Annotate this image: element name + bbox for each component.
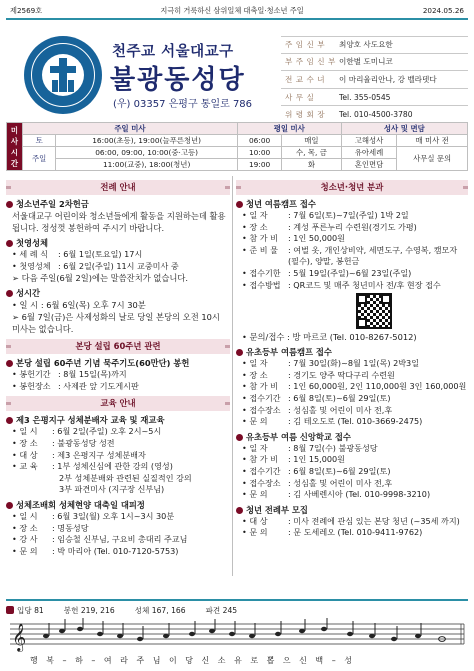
- bullet-icon: [6, 290, 13, 297]
- parish-address: (우) 03357 은평구 통일로 786: [113, 99, 253, 110]
- logo-cross-icon: [24, 36, 102, 114]
- sunday-times: 16:00(초등), 19:00(늘푸른청년): [56, 135, 238, 147]
- staff-value: 최양호 사도요한: [339, 40, 393, 50]
- liturgical-theme: 지극히 거룩하신 삼위일체 대축일·청소년 주일: [160, 5, 304, 15]
- bullet-icon: [6, 417, 13, 424]
- detail-row: [236, 478, 468, 490]
- detail-key: • 장 소: [12, 437, 38, 448]
- sacrament-name: 유아세례: [341, 147, 397, 159]
- detail-row: [6, 473, 230, 485]
- detail-value: : 6월 8일(토)~6월 29일(토): [288, 392, 391, 403]
- detail-value: : 7월 30일(화)~8월 1일(목) 2박3일: [288, 358, 420, 369]
- table-row: [7, 135, 468, 147]
- detail-key: • 접수장소: [242, 404, 281, 415]
- detail-key: • 접수방법: [242, 279, 281, 290]
- hymn-communion: 성체 167, 166: [134, 605, 186, 615]
- footer-divider: [6, 599, 468, 601]
- detail-row: [6, 523, 230, 535]
- right-column: [236, 176, 468, 576]
- detail-value: : 명동성당: [52, 522, 89, 533]
- detail-key: • 첫영성체: [12, 260, 51, 271]
- detail-value: : 불광동성당 성전: [52, 437, 115, 448]
- detail-key: • 장 소: [242, 221, 268, 232]
- detail-key: • 일 자: [242, 442, 268, 453]
- detail-key: • 참 가 비: [242, 454, 278, 465]
- notice-adoration-retreat: [6, 499, 230, 511]
- detail-row: [236, 516, 468, 528]
- sunday-mass-header: 주일 미사: [23, 123, 238, 135]
- bullet-icon: [6, 240, 13, 247]
- hymn-lyrics: 행 복 – 하 – 여 라 주 님 이 당 신 소 유 로 뽑 으 신 백 – 성: [30, 656, 355, 665]
- notice-title: 청소년주일 2차헌금: [16, 199, 89, 209]
- detail-value: : 김 테오도로 (Tel. 010-3669-2475): [288, 416, 423, 427]
- detail-value: : 8월 15일(목)까지: [58, 369, 127, 380]
- detail-row: [6, 461, 230, 473]
- parish-logo: [24, 36, 102, 114]
- detail-row: [6, 534, 230, 546]
- detail-row: [236, 233, 468, 245]
- notice-rosary: [6, 357, 230, 369]
- notice-youth-camp: [236, 198, 468, 210]
- issue-date: 2024.05.26: [422, 6, 464, 15]
- notice-title: 유초등부 여름 신앙학교 접수: [246, 431, 351, 442]
- notice-title: 제3 은평지구 성체분배자 교육 및 재교육: [16, 415, 165, 426]
- detail-row: [236, 527, 468, 539]
- section-header-youth: 청소년·청년 분과: [236, 180, 468, 195]
- detail-key: • 접수기간: [242, 392, 281, 403]
- section-header-education: 교육 안내: [6, 396, 230, 411]
- staff-row: [281, 36, 468, 54]
- detail-value: : QR코드 및 매주 청년미사 전/후 현장 접수: [288, 279, 441, 290]
- sacrament-name: 혼인면담: [341, 159, 397, 171]
- detail-value: : 6월 3일(월) 오후 1시~3시 30분: [52, 510, 175, 521]
- staff-value: 이 마리율리안나, 강 벨라뎃다: [339, 74, 437, 84]
- notice-youth-offering: [6, 198, 230, 210]
- detail-row: [6, 249, 230, 261]
- bullet-icon: [236, 349, 243, 356]
- staff-directory: [281, 36, 468, 124]
- staff-value: 이한별 도미니코: [339, 57, 393, 67]
- detail-row: [6, 426, 230, 438]
- staff-value: Tel. 010-4500-3780: [339, 110, 413, 120]
- mass-schedule-table: [6, 122, 468, 171]
- detail-key: • 장 소: [242, 369, 268, 380]
- registration-qr-code[interactable]: [356, 293, 392, 329]
- detail-key: • 일 시: [12, 510, 38, 521]
- detail-value: : 임승철 신부님, 구요비 총대리 주교님: [52, 534, 188, 545]
- detail-key: • 일 시: [12, 426, 38, 437]
- staff-row: [281, 71, 468, 89]
- detail-row: [236, 454, 468, 466]
- notice-title: 성시간: [16, 288, 41, 299]
- detail-row: [6, 546, 230, 558]
- detail-value: : 문 도세레오 (Tel. 010-9411-9762): [288, 527, 423, 538]
- detail-key: • 강 사: [12, 534, 38, 545]
- music-staff: [6, 616, 468, 654]
- detail-row: [6, 261, 230, 273]
- detail-key: • 접수장소: [242, 477, 281, 488]
- column-divider: [232, 176, 233, 576]
- detail-row: [6, 369, 230, 381]
- detail-row: [6, 438, 230, 450]
- detail-row: [236, 466, 468, 478]
- detail-value: : 5월 19일(주일)~6월 23일(주일): [288, 267, 412, 278]
- sunday-times: 06:00, 09:00, 10:00(중·고등): [56, 147, 238, 159]
- detail-value: : 6월 8일(토)~6월 29일(토): [288, 465, 391, 476]
- staff-role: 전 교 수 녀: [285, 74, 326, 84]
- detail-row: [236, 210, 468, 222]
- staff-value: Tel. 355-0545: [339, 92, 391, 102]
- issue-strip: [6, 4, 468, 17]
- weekday-time: 10:00: [237, 147, 281, 159]
- issue-number: 제2569호: [10, 5, 43, 15]
- detail-key: • 문 의: [242, 527, 268, 538]
- notice-text: 서울대교구 어린이와 청소년들에게 활동을 지원하는데 활용됩니다. 정성껏 봉헌하여 주시기 바랍니다.: [12, 211, 226, 233]
- detail-value: : 미사 전례에 관심 있는 본당 청년 (~35세 까지): [288, 515, 460, 526]
- detail-row: [236, 405, 468, 417]
- sacrament-header: 성사 및 면담: [341, 123, 467, 135]
- detail-key: • 접수기한: [242, 267, 281, 278]
- notice-title: 유초등부 여름캠프 접수: [246, 347, 332, 358]
- detail-value: : 성심홀 및 어린이 미사 전,후: [288, 477, 393, 488]
- staff-row: [281, 54, 468, 72]
- detail-row: [236, 381, 468, 393]
- table-header-row: [7, 123, 468, 135]
- detail-row: [236, 489, 468, 501]
- notice-detail: • 일 시 : 6월 6일(목) 오후 7시 30분: [12, 300, 146, 311]
- detail-row: [236, 280, 468, 292]
- detail-key: [6, 473, 52, 485]
- mass-day: 토: [23, 135, 56, 147]
- staff-role: 부 주 임 신 부: [285, 57, 336, 67]
- notice-title: 청년 전례부 모집: [246, 504, 308, 515]
- staff-role: 주 임 신 부: [285, 40, 326, 50]
- detail-key: • 대 상: [242, 515, 268, 526]
- mass-side-label: 미사시간: [7, 123, 23, 171]
- detail-row: [236, 443, 468, 455]
- detail-value: : 사제관 앞 기도게시판: [58, 380, 139, 391]
- detail-key: • 준 비 물: [242, 244, 278, 255]
- sacrament-note: 사무실 문의: [397, 147, 468, 171]
- sacrament-name: 고해성사: [341, 135, 397, 147]
- detail-value: : 제3 은평지구 성체분배자: [52, 449, 146, 460]
- detail-row: [236, 358, 468, 370]
- bullet-icon: [6, 201, 13, 208]
- parish-name: 불광동성당: [110, 65, 246, 95]
- bullet-icon: [6, 360, 13, 367]
- detail-row: [236, 245, 468, 268]
- notice-faith-school: [236, 431, 468, 443]
- weekday-days: 화: [282, 159, 341, 171]
- notice-note: ➢ 다음 주일(6월 2일)에는 말씀잔치가 없습니다.: [12, 273, 189, 284]
- detail-key: • 봉헌장소: [12, 380, 51, 391]
- detail-key: • 교 육: [12, 461, 38, 472]
- detail-row: [236, 222, 468, 234]
- notice-note: ➢ 6월 7일(금)은 사제성화의 날로 당일 본당의 오전 10시 미사는 없습니다.: [12, 312, 220, 335]
- table-row: [7, 147, 468, 159]
- detail-value: : 6월 2일(주일) 오후 2시~5시: [52, 426, 162, 437]
- section-header-anniversary: 본당 설립 60주년 관련: [6, 339, 230, 354]
- notice-children-camp: [236, 346, 468, 358]
- detail-value: : 6월 2일(주일) 11시 교중미사 중: [58, 260, 179, 271]
- archdiocese-title: 천주교 서울대교구: [112, 44, 234, 60]
- notice-title: 본당 설립 60주년 기념 묵주기도(60만단) 봉헌: [16, 358, 190, 369]
- detail-row: [236, 393, 468, 405]
- detail-value: : 박 마리아 (Tel. 010-7120-5753): [52, 545, 179, 556]
- detail-key: • 문 의: [12, 545, 38, 556]
- detail-value: : 계성 푸른누리 수련원(경기도 가평): [288, 221, 417, 232]
- notice-first-communion: [6, 237, 230, 249]
- staff-row: [281, 89, 468, 107]
- detail-row: [6, 450, 230, 462]
- detail-row: [236, 268, 468, 280]
- contact-line: • 문의/접수 : 방 마르코 (Tel. 010-8267-5012): [242, 332, 417, 343]
- bullet-icon: [236, 434, 243, 441]
- bullet-icon: [6, 502, 13, 509]
- detail-key: • 참 가 비: [242, 381, 278, 392]
- mass-day: 주일: [23, 147, 56, 171]
- detail-value: : 6월 1일(토요일) 17시: [58, 249, 143, 259]
- detail-key: • 일 자: [242, 210, 268, 220]
- hymn-dismissal: 파견 245: [205, 605, 238, 615]
- bullet-icon: [236, 201, 243, 208]
- hymn-entrance: 입당 81: [17, 605, 44, 615]
- detail-value: 3부 파견미사 (지구장 신부님): [59, 484, 165, 495]
- detail-key: • 장 소: [12, 522, 38, 533]
- notice-holy-hour: [6, 287, 230, 299]
- detail-value: : 경기도 양주 딱다구리 수련원: [288, 369, 395, 380]
- staff-role: 위 령 회 장: [285, 110, 326, 120]
- detail-row: [6, 484, 230, 496]
- notice-liturgy-recruit: [236, 504, 468, 516]
- detail-key: • 일 자: [242, 358, 268, 369]
- detail-key: • 문 의: [242, 416, 268, 427]
- detail-value: : 1부 성체신심에 관한 강의 (영성): [52, 461, 173, 472]
- hymn-offertory: 봉헌 219, 216: [63, 605, 115, 615]
- sacrament-note: 매 미사 전: [397, 135, 468, 147]
- detail-key: • 세 례 식: [12, 249, 48, 259]
- notice-title: 청년 여름캠프 접수: [246, 199, 316, 209]
- detail-key: • 봉헌기간: [12, 369, 51, 380]
- section-header-liturgy: 전례 안내: [6, 180, 230, 195]
- staff-role: 사 무 실: [285, 92, 315, 102]
- treble-clef-icon: 𝄞: [12, 623, 27, 651]
- top-divider: [6, 18, 468, 20]
- notice-eucharist-ministers: [6, 414, 230, 426]
- weekday-days: 매일: [282, 135, 341, 147]
- detail-value: : 성심홀 및 어린이 미사 전,후: [288, 404, 393, 415]
- detail-key: • 접수기간: [242, 465, 281, 476]
- detail-value: : 8월 7일(수) 불광동성당: [288, 442, 378, 453]
- detail-value: 2부 성체분배와 관련된 실질적인 강의: [59, 472, 192, 483]
- detail-key: [6, 484, 52, 496]
- detail-value: : 김 사베렌시아 (Tel. 010-9998-3210): [288, 489, 431, 500]
- left-column: [6, 176, 230, 576]
- detail-row: [6, 511, 230, 523]
- detail-row: [236, 370, 468, 382]
- detail-key: • 대 상: [12, 449, 38, 460]
- detail-key: • 문 의: [242, 489, 268, 500]
- detail-value: : 1인 50,000원: [288, 233, 345, 244]
- notice-title: 성체조배회 성체현양 대축일 대피정: [16, 499, 145, 510]
- detail-row: [6, 381, 230, 393]
- detail-value: : 7월 6일(토)~7일(주일) 1박 2일: [288, 210, 409, 220]
- weekday-days: 수, 목, 금: [282, 147, 341, 159]
- hymn-numbers: [6, 604, 468, 616]
- bullet-icon: [236, 507, 243, 514]
- detail-value: : 1인 15,000원: [288, 454, 345, 465]
- detail-value: : 여벌 옷, 개인상비약, 세면도구, 수영복, 캠모자(필수), 양말, 봉헌금: [288, 244, 458, 267]
- weekday-time: 19:00: [237, 159, 281, 171]
- music-note-icon: [6, 606, 14, 614]
- weekday-time: 06:00: [237, 135, 281, 147]
- sunday-times: 11:00(교중), 18:00(청년): [56, 159, 238, 171]
- detail-value: : 1인 60,000원, 2인 110,000원 3인 160,000원: [288, 381, 467, 392]
- music-notes: [43, 618, 445, 641]
- detail-row: [236, 416, 468, 428]
- weekday-mass-header: 평일 미사: [237, 123, 341, 135]
- notice-title: 첫영성체: [16, 238, 49, 248]
- detail-key: • 참 가 비: [242, 233, 278, 244]
